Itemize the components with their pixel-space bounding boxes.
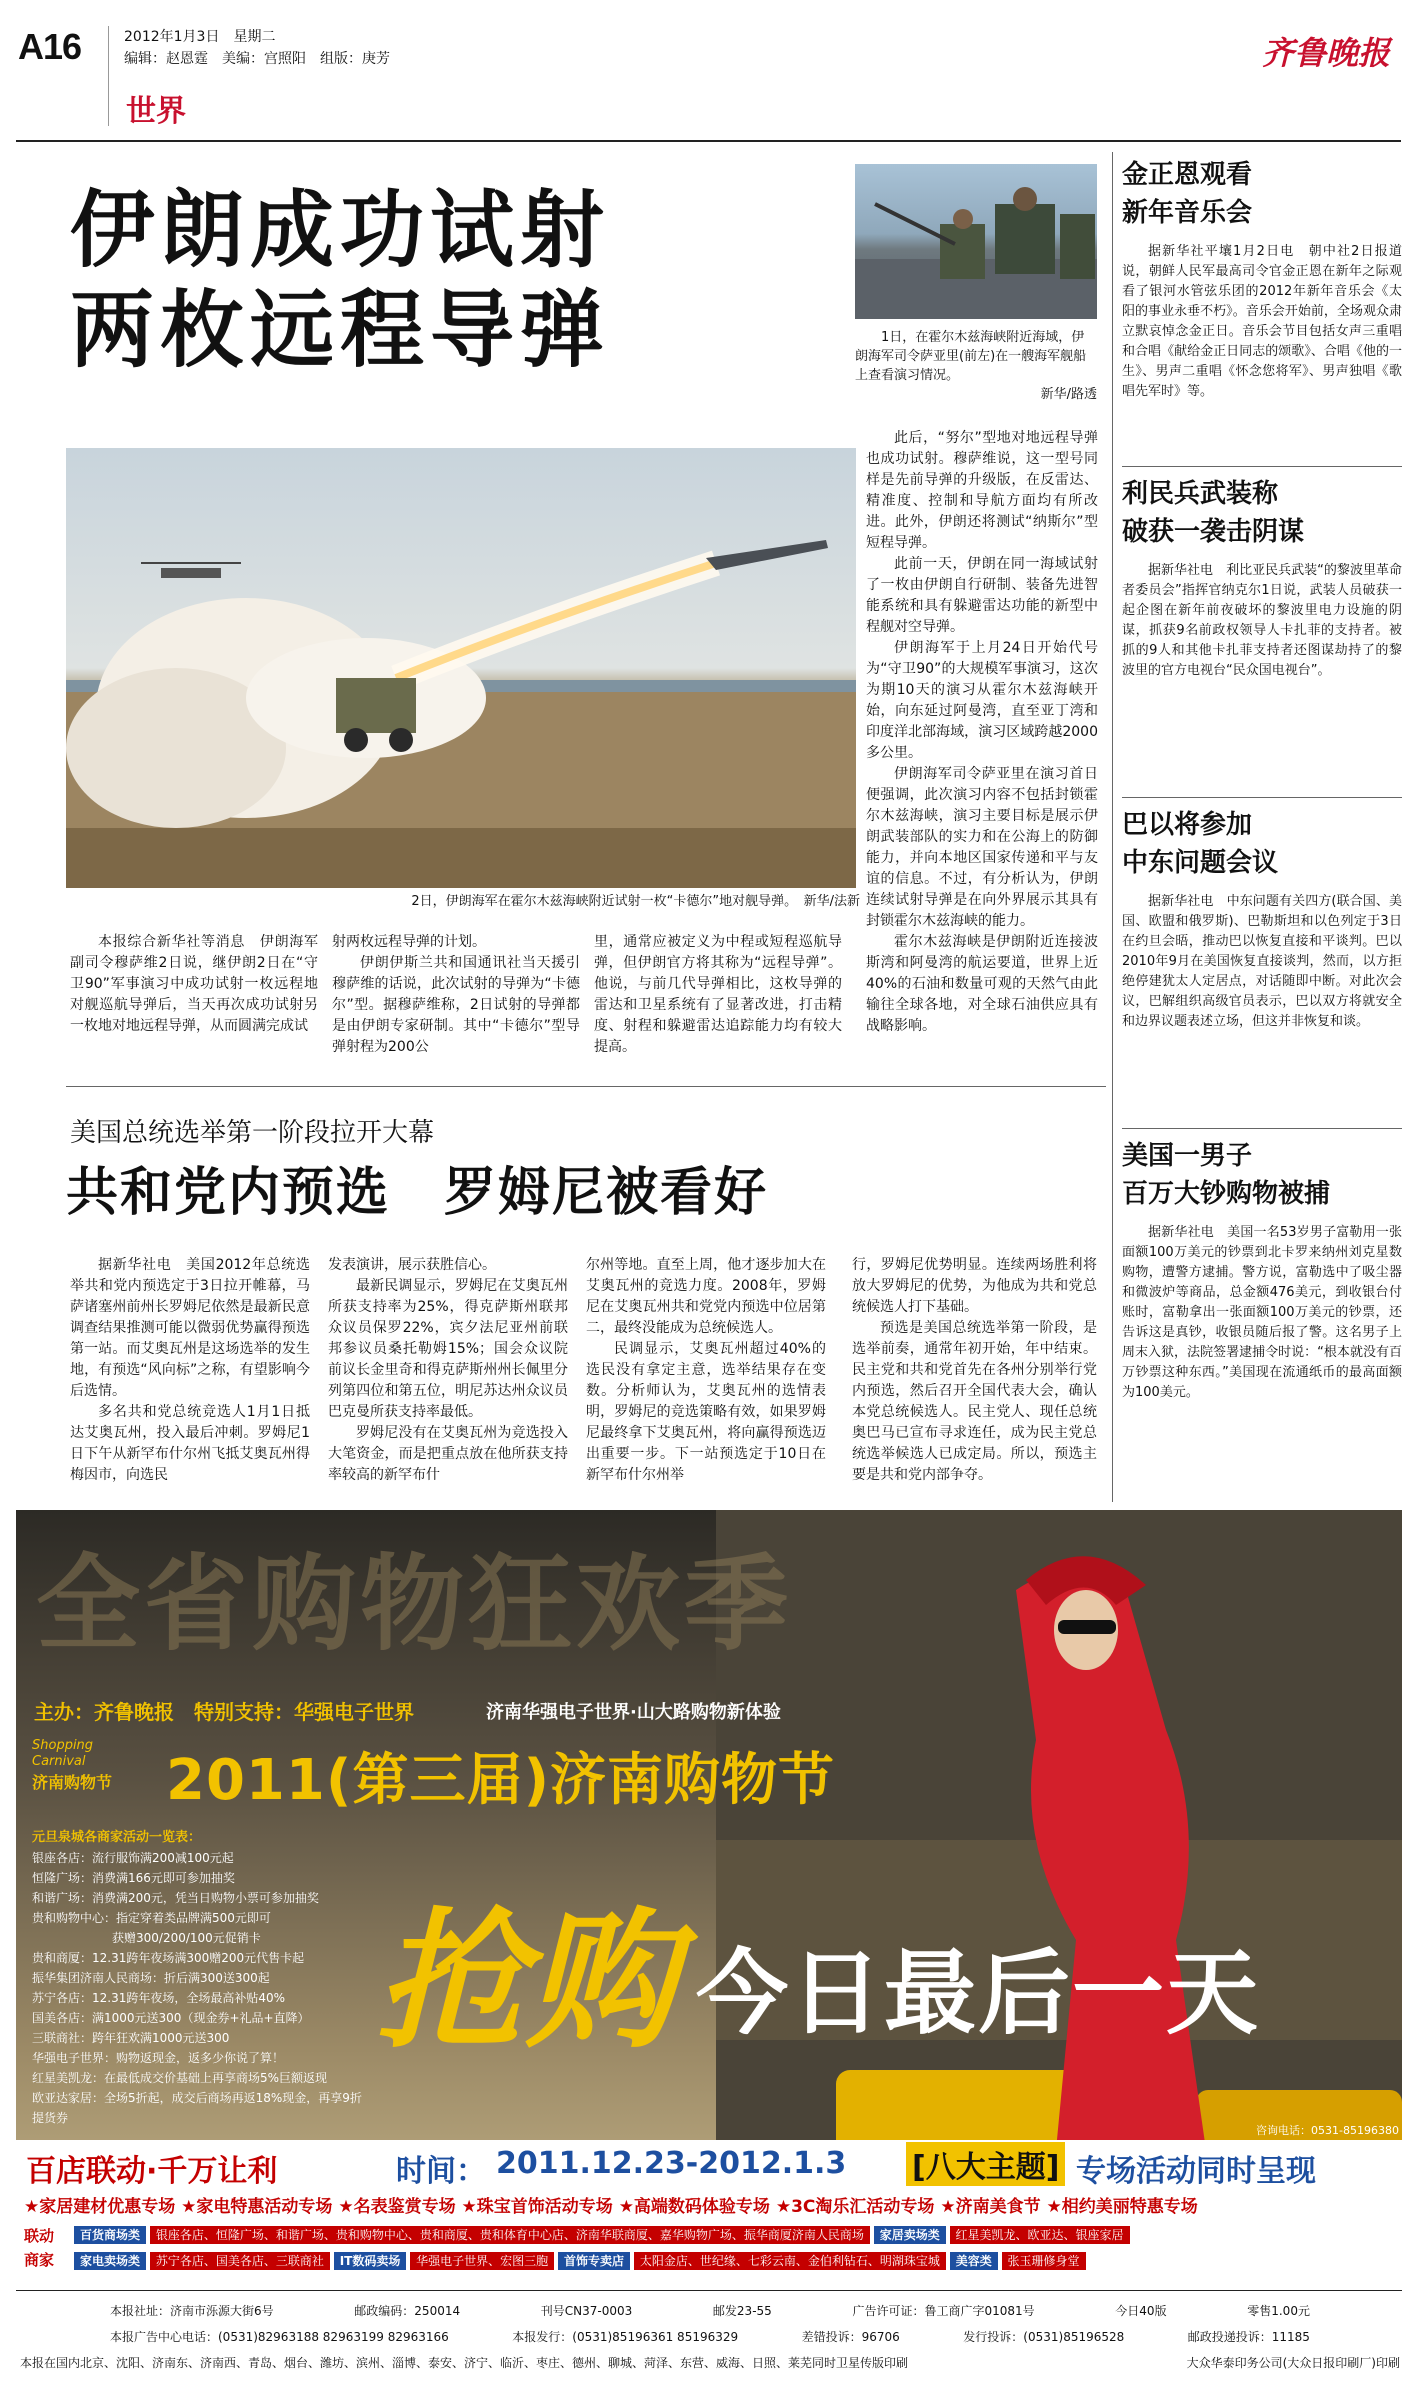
second-paragraph: 多名共和党总统竞选人1月1日抵达艾奥瓦州，投入最后冲刺。罗姆尼1日下午从新罕布什尔州飞抵艾奥瓦州得梅因市，向选民 [70, 1404, 310, 1483]
sidebar-body: 据新华社平壤1月2日电 朝中社2日报道说，朝鲜人民军最高司令官金正恩在新年之际观看了银河水管弦乐团的2012年新年音乐会《太阳的事业永垂不朽》。音乐会开始前，全场观众肃立默哀悼念金正日。音乐会节目包括女声三重唱和合唱《献给金正日同志的颂歌》、合唱《他的一生》、男声二重唱《怀念您将军》、男声独唱《歌唱先军时》等。 [1122, 244, 1402, 399]
lead-paragraph: 伊朗海军于上月24日开始代号为“守卫90”的大规模军事演习，这次为期10天的演习从霍尔木兹海峡开始，向东延过阿曼湾，直至亚丁湾和印度洋北部海域，演习区域跨越2000多公里。 [866, 640, 1098, 761]
footer-item: 邮政投递投诉：11185 [1187, 2330, 1310, 2344]
lead-column-2 [332, 932, 580, 1058]
logo-text: Shopping Carnival [32, 1738, 94, 1769]
sidebar-title: 巴以将参加 [1122, 810, 1253, 840]
sidebar-title: 破获一袭击阴谋 [1122, 517, 1305, 547]
theme-item: ★名表鉴赏专场 [338, 2197, 456, 2217]
ad-last-day: 今日最后一天 [696, 1940, 1261, 2047]
second-headline: 共和党内预选 罗姆尼被看好 [66, 1163, 769, 1223]
lead-paragraph: 霍尔木兹海峡是伊朗附近连接波斯湾和阿曼湾的航运要道，世界上近40%的石油和数量可观的天然气由此输往全球各地，对全球石油供应具有战略影响。 [866, 934, 1098, 1034]
shopping-carnival-logo [32, 1738, 152, 1808]
ad-themes [24, 2192, 1400, 2217]
merchant-names: 华强电子世界、宏图三胞 [410, 2252, 554, 2270]
lead-paragraph: 里，通常应被定义为中程或短程巡航导弹，但伊朗官方将其称为“远程导弹”。他说，与前几代导弹相比，这枚导弹的雷达和卫星系统有了显著改进，打击精度、射程和躲避雷达追踪能力均有较大提高。 [594, 934, 842, 1055]
merchant-offers-list [32, 1828, 362, 2128]
headline-line-2: 两枚远程导弹 [70, 281, 611, 379]
ad-slogan: 济南华强电子世界·山大路购物新体验 [486, 1702, 781, 1723]
photo-illustration [855, 164, 1097, 319]
section-title: 世界 [126, 94, 186, 129]
merchants-row-1 [74, 2224, 1130, 2246]
footer-item: 本报在国内北京、沈阳、济南东、济南西、青岛、烟台、潍坊、滨州、淄博、泰安、济宁、临沂、枣庄、德州、聊城、菏泽、东营、威海、日照、莱芜同时卫星传版印刷 [20, 2356, 909, 2370]
second-column-3 [586, 1255, 826, 1486]
merchant-category: IT数码卖场 [334, 2252, 407, 2270]
date-line: 2012年1月3日 星期二 [124, 29, 276, 45]
theme-item: ★相约美丽特惠专场 [1046, 2197, 1198, 2217]
missile-launch-photo [66, 448, 856, 888]
merchant-names: 苏宁各店、国美各店、三联商社 [150, 2252, 330, 2270]
sidebar-title: 新年音乐会 [1122, 198, 1253, 228]
theme-item: ★高端数码体验专场 [618, 2197, 770, 2217]
offer-item: 国美各店：满1000元送300（现金券+礼品+直降） [32, 2011, 310, 2025]
offer-item: 红星美凯龙：在最低成交价基础上再享商场5%巨额返现 [32, 2071, 328, 2085]
sidebar-title: 利民兵武装称 [1122, 479, 1279, 509]
ad-sponsor: 主办：齐鲁晚报 特别支持：华强电子世界 [34, 1700, 414, 1724]
footer-item: 差错投诉：96706 [801, 2330, 900, 2344]
lead-paragraph: 射两枚远程导弹的计划。 [332, 934, 486, 950]
offer-item: 获赠300/200/100元促销卡 [112, 1931, 261, 1945]
ad-hotline: 咨询电话：0531-85196380 [1256, 2124, 1399, 2137]
navy-commander-photo [855, 164, 1097, 319]
footer-item: 本报社址：济南市泺源大街6号 [110, 2304, 274, 2318]
ad-time: 2011.12.23-2012.1.3 [496, 2146, 847, 2181]
footer-item: 零售1.00元 [1247, 2304, 1310, 2318]
sidebar-story [1122, 806, 1402, 1128]
lead-right-column [866, 428, 1098, 1037]
footer-row-2 [20, 2324, 1400, 2350]
second-paragraph: 据新华社电 美国2012年总统选举共和党内预选定于3日拉开帷幕，马萨诸塞州前州长罗姆尼依然是最新民意调查结果推测可能以微弱优势赢得预选第一站。而艾奥瓦州是这场选举的发生地，有预选“风向标”之称，有望影响今后选情。 [70, 1257, 310, 1399]
ad-background-text: 全省购物狂欢季 [36, 1542, 793, 1665]
ad-info-strip [16, 2140, 1402, 2280]
merchant-names: 张玉珊修身堂 [1002, 2252, 1086, 2270]
merchant-names: 红星美凯龙、欧亚达、银座家居 [950, 2226, 1130, 2244]
sidebar-story [1122, 1137, 1402, 1403]
offer-item: 银座各店：流行服饰满200减100元起 [32, 1851, 234, 1865]
offer-item: 三联商社：跨年狂欢满1000元送300 [32, 2031, 230, 2045]
footer-item: 本报广告中心电话：(0531)82963188 82963199 82963166 [110, 2330, 449, 2344]
footer-item: 大众华泰印务公司(大众日报印刷厂)印刷 [1186, 2356, 1400, 2370]
sidebar-story [1122, 475, 1402, 797]
lead-paragraph: 伊朗伊斯兰共和国通讯社当天援引穆萨维的话说，此次试射的导弹为“卡德尔”型。据穆萨维称，2日试射的导弹都是由伊朗专家研制。其中“卡德尔”型导弹射程为200公 [332, 955, 580, 1055]
theme-item: ★家居建材优惠专场 [24, 2197, 176, 2217]
ad-theme-tail: 专场活动同时呈现 [1076, 2154, 1316, 2189]
merchant-category: 美容类 [950, 2252, 998, 2270]
sidebar-body: 据新华社电 美国一名53岁男子富勒用一张面额100万美元的钞票到北卡罗来纳州刘克星数购物，遭警方逮捕。警方说，富勒选中了吸尘器和微波炉等商品，总金额476美元，到收银台付账时，富勒拿出一张面额100万美元的钞票，还告诉这是真钞，收银员随后报了警。这名男子上周末入狱，法院签署逮捕令时说：“根本就没有百万钞票这种东西。”美国现在流通纸币的最高面额为100美元。 [1122, 1225, 1402, 1400]
main-photo-caption: 2日，伊朗海军在霍尔木兹海峡附近试射一枚“卡德尔”地对舰导弹。 新华/法新 [411, 894, 860, 909]
ad-grab-text: 抢购 [376, 1893, 677, 2069]
lead-paragraph: 本报综合新华社等消息 伊朗海军副司令穆萨维2日说，继伊朗2日在“守卫90”军事演习中成功试射一枚远程地对舰巡航导弹后，当天再次成功试射另一枚地对地远程导弹，从而圆满完成试 [70, 934, 318, 1034]
theme-item: ★3C淘乐汇活动专场 [775, 2197, 935, 2217]
ad-union: 百店联动·千万让利 [26, 2154, 278, 2189]
missile-launch-illustration [66, 448, 856, 888]
offer-item: 欧亚达家居：全场5折起，成交后商场再返18%现金，再享9折提货券 [32, 2091, 362, 2125]
sidebar-body: 据新华社电 利比亚民兵武装“的黎波里革命者委员会”指挥官纳克尔1日说，武装人员破获一起企图在新年前夜破坏的黎波里电力设施的阴谋，抓获9名前政权领导人卡扎菲的支持者。被抓的9人和其他卡扎菲支持者还图谋劫持了的黎波里的官方电视台“民众国电视台”。 [1122, 563, 1402, 678]
second-kicker: 美国总统选举第一阶段拉开大幕 [70, 1118, 435, 1148]
theme-item: ★家电特惠活动专场 [181, 2197, 333, 2217]
lead-column-1 [70, 932, 318, 1037]
offer-item: 恒隆广场：消费满166元即可参加抽奖 [32, 1871, 235, 1885]
second-paragraph: 罗姆尼没有在艾奥瓦州为竞选投入大笔资金，而是把重点放在他所获支持率较高的新罕布什 [328, 1425, 568, 1483]
footer-item: 刊号CN37-0003 [540, 2304, 633, 2318]
ad-theme-box: [八大主题] [906, 2142, 1065, 2186]
merchant-category: 家电卖场类 [74, 2252, 146, 2270]
sidebar-body: 据新华社电 中东问题有关四方(联合国、美国、欧盟和俄罗斯)、巴勒斯坦和以色列定于3日在约旦会晤，推动巴以恢复直接和平谈判。巴以2010年9月在美国恢复直接谈判，然而，以方拒绝停建犹太人定居点，对话随即中断。对此次会议，巴解组织高级官员表示，巴以双方将就安全和边界议题表述立场，但这并非恢复和谈。 [1122, 894, 1402, 1029]
shopping-festival-ad [16, 1510, 1402, 2280]
footer-item: 发行投诉：(0531)85196528 [963, 2330, 1125, 2344]
page-number: A16 [18, 26, 82, 67]
sidebar-title: 金正恩观看 [1122, 160, 1253, 190]
merchant-category: 百货商场类 [74, 2226, 146, 2244]
lead-paragraph: 伊朗海军司令萨亚里在演习首日便强调，此次演习内容不包括封锁霍尔木兹海峡，演习主要目标是展示伊朗武装部队的实力和在公海上的防御能力，并向本地区国家传递和平与友谊的信息。不过，有分析认为，伊朗连续试射导弹是在向外界展示其具有封锁霍尔木兹海峡的能力。 [866, 766, 1098, 929]
offer-item: 和谐广场：消费满200元，凭当日购物小票可参加抽奖 [32, 1891, 319, 1905]
sidebar [1122, 156, 1402, 1403]
footer-item: 邮发23-55 [712, 2304, 772, 2318]
second-paragraph: 民调显示，艾奥瓦州超过40%的选民没有拿定主意，选举结果存在变数。分析师认为，艾奥瓦州的选情表明，罗姆尼的竞选策略有效，如果罗姆尼最终拿下艾奥瓦州，将向赢得预选迈出重要一步。下一站预选定于10日在新罕布什尔州举 [586, 1341, 826, 1483]
ad-big-title: 2011(第三届)济南购物节 [166, 1748, 836, 1813]
footer-row-1 [20, 2298, 1400, 2324]
merchant-names: 太阳金店、世纪缘、七彩云南、金伯利钻石、明湖珠宝城 [634, 2252, 946, 2270]
merchant-category: 家居卖场类 [874, 2226, 946, 2244]
offer-item: 贵和商厦：12.31跨年夜场满300赠200元代售卡起 [32, 1951, 305, 1965]
lead-headline [70, 180, 610, 380]
second-column-1 [70, 1255, 310, 1486]
masthead [0, 0, 1417, 140]
theme-item: ★珠宝首饰活动专场 [461, 2197, 613, 2217]
footer-item: 邮政编码：250014 [354, 2304, 461, 2318]
headline-line-1: 伊朗成功试射 [70, 181, 611, 279]
sidebar-title: 百万大钞购物被捕 [1122, 1179, 1331, 1209]
top-photo-caption-text: 1日，在霍尔木兹海峡附近海域，伊朗海军司令萨亚里(前左)在一艘海军舰船上查看演习情况。 [855, 330, 1087, 383]
logo-cn: 济南购物节 [32, 1773, 113, 1792]
offer-item: 苏宁各店：12.31跨年夜场，全场最高补贴40% [32, 1991, 286, 2005]
lead-column-3 [594, 932, 842, 1058]
editors-line: 编辑：赵恩霆 美编：宫照阳 组版：庚芳 [124, 51, 390, 67]
second-paragraph: 尔州等地。直至上周，他才逐步加大在艾奥瓦州的竞选力度。2008年，罗姆尼在艾奥瓦州共和党党内预选中位居第二，最终没能成为总统候选人。 [586, 1257, 826, 1336]
merchant-names: 银座各店、恒隆广场、和谐广场、贵和购物中心、贵和商厦、贵和体育中心店、济南华联商厦、嘉华购物广场、振华商厦济南人民商场 [150, 2226, 870, 2244]
offer-item: 振华集团济南人民商场：折后满300送300起 [32, 1971, 270, 1985]
offers-title: 元旦泉城各商家活动一览表： [32, 1830, 202, 1845]
footer-item: 广告许可证：鲁工商广字01081号 [852, 2304, 1035, 2318]
top-photo-credit: 新华/路透 [1040, 387, 1097, 402]
second-column-4 [852, 1255, 1097, 1486]
offer-item: 贵和购物中心：指定穿着类品牌满500元即可 [32, 1911, 271, 1925]
brand-logo: 齐鲁晚报 [1262, 34, 1391, 72]
sidebar-title: 中东问题会议 [1122, 848, 1279, 878]
footer-row-3 [20, 2350, 1400, 2376]
sidebar-story [1122, 156, 1402, 466]
top-photo-caption [855, 328, 1097, 404]
second-paragraph: 最新民调显示，罗姆尼在艾奥瓦州所获支持率为25%，得克萨斯州联邦众议员保罗22%，宾夕法尼亚州前联邦参议员桑托勒姆15%；国会众议院前议长金里奇和得克萨斯州州长佩里分列第四位和第五位，明尼苏达州众议员巴克曼所获支持率最低。 [328, 1278, 568, 1420]
merchants-row-2 [74, 2250, 1086, 2272]
offer-item: 华强电子世界：购物返现金，返多少你说了算！ [32, 2051, 285, 2065]
ad-time-label: 时间： [396, 2154, 486, 2189]
second-paragraph: 行，罗姆尼优势明显。连续两场胜利将放大罗姆尼的优势，为他成为共和党总统候选人打下基础。 [852, 1257, 1097, 1315]
lead-paragraph: 此前一天，伊朗在同一海域试射了一枚由伊朗自行研制、装备先进智能系统和具有躲避雷达功能的新型中程舰对空导弹。 [866, 556, 1098, 635]
merchant-category: 首饰专卖店 [558, 2252, 630, 2270]
theme-item: ★济南美食节 [940, 2197, 1041, 2217]
footer-item: 本报发行：(0531)85196361 85196329 [512, 2330, 739, 2344]
merchants-label: 联动商家 [24, 2227, 55, 2269]
sidebar-title: 美国一男子 [1122, 1141, 1253, 1171]
footer [20, 2298, 1400, 2376]
lead-paragraph: 此后，“努尔”型地对地远程导弹也成功试射。穆萨维说，这一型号同样是先前导弹的升级版，在反雷达、精准度、控制和导航方面均有所改进。此外，伊朗还将测试“纳斯尔”型短程导弹。 [866, 430, 1098, 551]
second-column-2 [328, 1255, 568, 1486]
second-paragraph: 预选是美国总统选举第一阶段，是选举前奏，通常年初开始，年中结束。民主党和共和党首先在各州分别举行党内预选，然后召开全国代表大会，确认本党总统候选人。民主党人、现任总统奥巴马已宣布寻求连任，成为民主党总统选举候选人已成定局。所以，预选主要是共和党内部争夺。 [852, 1320, 1097, 1483]
footer-item: 今日40版 [1115, 2304, 1167, 2318]
second-paragraph: 发表演讲，展示获胜信心。 [328, 1257, 496, 1273]
